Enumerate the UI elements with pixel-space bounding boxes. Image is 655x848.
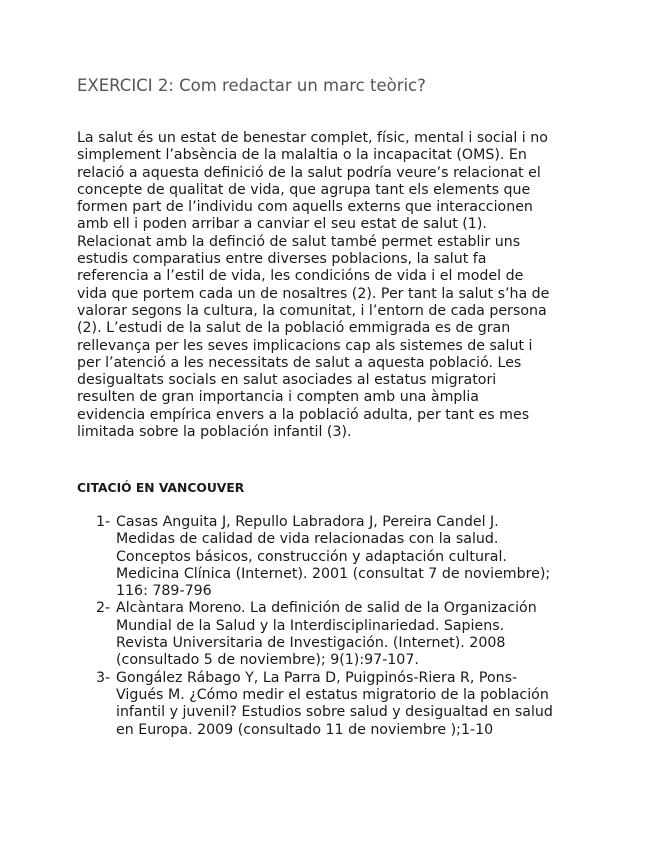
reference-line: (consultado 5 de noviembre); 9(1):97-107. [116,652,419,669]
paragraph-line: simplement l’absència de la malaltia o la incapacitat (OMS). En [77,147,527,164]
reference-number: 3- [96,669,111,686]
reference-item [77,670,582,739]
body-paragraph [77,130,582,441]
reference-line: Conceptos básicos, construcción y adaptación cultural. [116,548,507,565]
paragraph-line: vida que portem cada un de nosaltres (2). Per tant la salut s’ha de [77,285,550,302]
paragraph-line: valorar segons la cultura, la comunitat, i l’entorn de cada persona [77,302,547,319]
reference-line: en Europa. 2009 (consultado 11 de noviembre );1-10 [116,721,494,738]
reference-line: Mundial de la Salud y la Interdisciplinariedad. Sapiens. [116,617,505,634]
paragraph-line: amb ell i poden arribar a canviar el seu estat de salut (1). [77,216,487,233]
reference-line: infantil y juvenil? Estudios sobre salud y desigualtad en salud [116,704,553,721]
paragraph-line: La salut és un estat de benestar complet, físic, mental i social i no [77,130,548,146]
reference-line: Medicina Clínica (Internet). 2001 (consultat 7 de noviembre); [116,565,551,582]
reference-line: 116: 789-796 [116,583,212,600]
paragraph-line: limitada sobre la población infantil (3). [77,424,352,441]
paragraph-line: formen part de l’individu com aquells externs que interaccionen [77,199,533,216]
paragraph-line: referencia a l’estil de vida, les condicións de vida i el model de [77,268,524,285]
reference-line: Alcàntara Moreno. La definición de salid de la Organización [116,600,537,617]
reference-line: Casas Anguita J, Repullo Labradora J, Pereira Candel J. [116,514,499,530]
paragraph-line: rellevança per les seves implicacions cap als sistemes de salut i [77,337,533,354]
section-heading: CITACIÓ EN VANCOUVER [77,481,245,495]
reference-line: Vigués M. ¿Cómo medir el estatus migratorio de la población [116,686,549,703]
reference-line: Revista Universitaria de Investigación. (Internet). 2008 [116,635,506,652]
paragraph-line: relació a aquesta definició de la salut podría veure’s relacionat el [77,164,541,181]
paragraph-line: resulten de gran importancia i compten amb una àmplia [77,389,479,406]
paragraph-line: desigualtats socials en salut asociades al estatus migratori [77,372,497,389]
paragraph-line: evidencia empírica envers a la població adulta, per tant es mes [77,406,530,423]
reference-item [77,600,582,669]
reference-item [77,514,582,600]
reference-line: Gongález Rábago Y, La Parra D, Puigpinós-Riera R, Pons- [116,669,518,686]
paragraph-line: estudis comparatius entre diverses poblacions, la salut fa [77,251,487,268]
reference-list [77,514,582,739]
paragraph-line: (2). L’estudi de la salut de la població emmigrada es de gran [77,320,511,337]
page-title: EXERCICI 2: Com redactar un marc teòric? [77,76,426,95]
paragraph-line: Relacionat amb la definció de salut també permet establir uns [77,233,521,250]
reference-number: 2- [96,600,111,617]
reference-number: 1- [96,514,111,530]
paragraph-line: per l’atenció a les necessitats de salut a aquesta població. Les [77,354,522,371]
paragraph-line: concepte de qualitat de vida, que agrupa tant els elements que [77,181,531,198]
reference-line: Medidas de calidad de vida relacionadas con la salud. [116,531,499,548]
